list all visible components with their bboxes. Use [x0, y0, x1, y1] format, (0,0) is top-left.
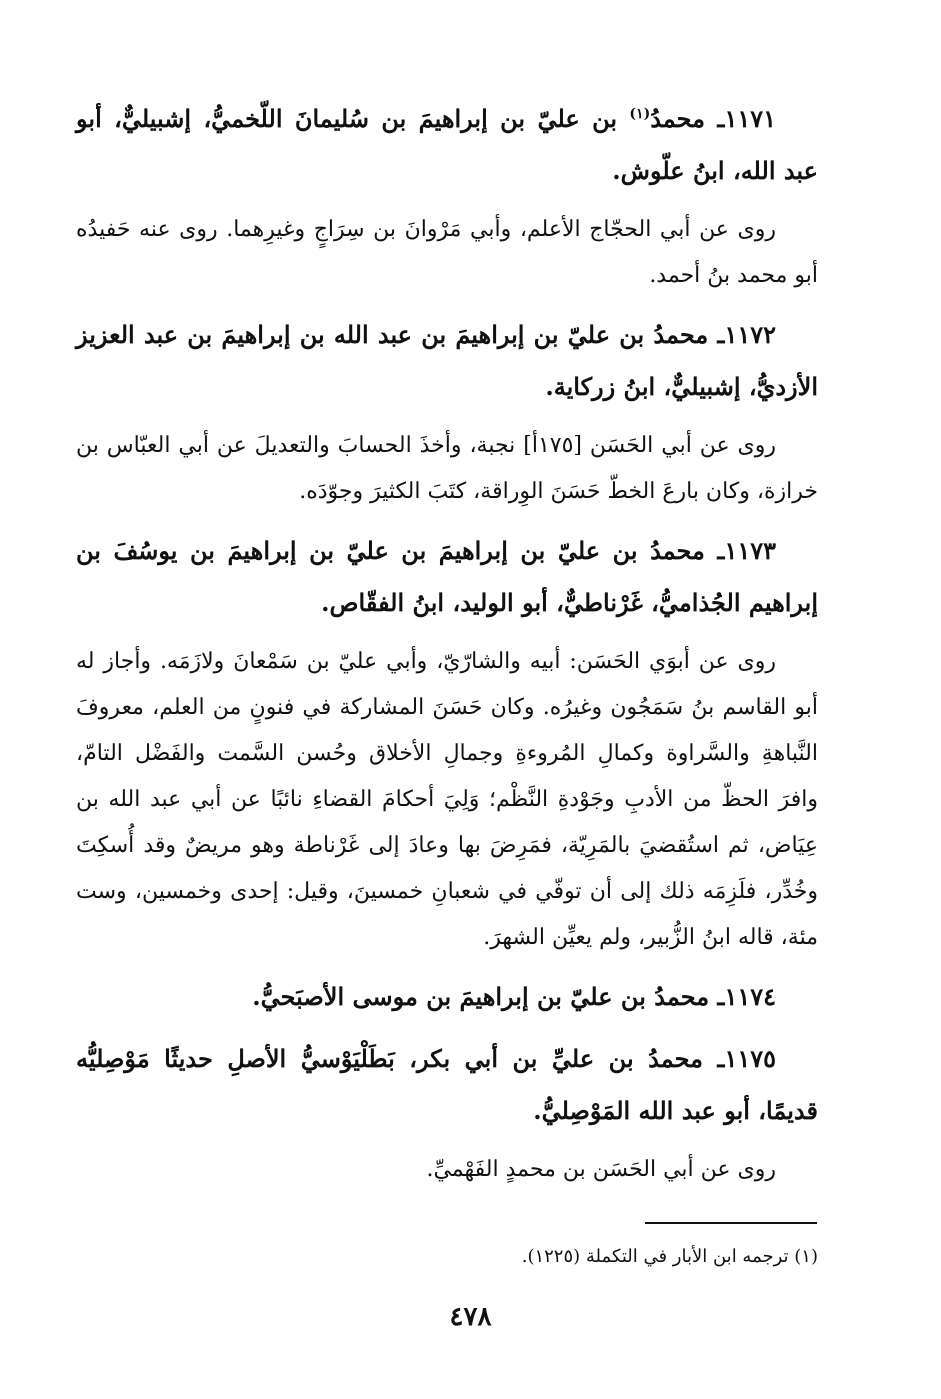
entry-body: روى عن أبي الحجّاج الأعلم، وأبي مَرْوانَ بن سِرَاجٍ وغيرِهما. روى عنه حَفيدُه أبو محمد بنُ أحمد.	[76, 217, 818, 288]
entry-heading	[76, 88, 818, 197]
entry-heading: ١١٧٤ـ محمدُ بن عليّ بن إبراهيمَ بن موسى الأصبَحيُّ.	[252, 982, 776, 1011]
footnote-divider	[645, 1222, 817, 1224]
entry-heading: ١١٧٥ـ محمدُ بن عليِّ بن أبي بكر، بَطَلْيَوْسيُّ الأصلِ حديثًا مَوْصِليُّه قديمًا، أبو عبد الله المَوْصِليُّ.	[76, 1044, 818, 1125]
entry-heading-prefix: ١١٧١ـ محمدُ	[650, 104, 776, 133]
entry-body: روى عن أبي الحَسَن بن محمدٍ الفَهْميِّ.	[426, 1157, 776, 1182]
main-text	[76, 88, 818, 1203]
entry-heading-rest: بن عليّ بن إبراهيمَ بن سُليمانَ اللّخميُّ، إشبيليٌّ، أبو عبد الله، ابنُ علّوش.	[76, 104, 818, 185]
page-number: ٤٧٨	[449, 1302, 492, 1332]
footnote: (١) ترجمه ابن الأبار في التكملة (١٢٢٥).	[521, 1246, 818, 1267]
entry-body: روى عن أبي الحَسَن [١٧٥أ] نجبة، وأخذَ الحسابَ والتعديلَ عن أبي العبّاس بن خرازة، وكان بارعَ الخطّ حَسَنَ الوِراقة، كتَبَ الكثيرَ وجوّدَه.	[76, 433, 818, 504]
entry-heading: ١١٧٣ـ محمدُ بن عليّ بن إبراهيمَ بن عليّ بن إبراهيمَ بن يوسُفَ بن إبراهيم الجُذاميُّ، غَرْناطيٌّ، أبو الوليد، ابنُ الفقّاص.	[76, 536, 818, 617]
footnote-reference: (١)	[629, 106, 651, 122]
entry-body: روى عن أبوَي الحَسَن: أبيه والشارّيّ، وأبي عليّ بن سَمْعانَ ولازَمَه. وأجاز له أبو القاسم بنُ سَمَجُون وغيرُه. وكان حَسَنَ المشاركة في فنونٍ من العلم، معروفَ النَّباهةِ والسَّراوة وكمالِ المُروءةِ وجمالِ الأخلاق وحُسن السَّمت والفَضْل التامّ، وافرَ الحظّ من الأدبِ وجَوْدةِ النَّظْم؛ وَلِيَ أحكامَ القضاءِ نائبًا عن أبي عبد الله بن عِيَاض، ثم استُقضيَ بالمَرِيّة، فمَرِضَ بها وعادَ إلى غَرْناطة وهو مريضٌ وقد أُسكِتَ وخُدِّر، فلَزِمَه ذلك إلى أن توفّي في شعبانِ خمسينَ، وقيل: إحدى وخمسين، وست مئة، قاله ابنُ الزُّبير، ولم يعيِّن الشهرَ.	[76, 649, 818, 950]
entry-heading: ١١٧٢ـ محمدُ بن عليّ بن إبراهيمَ بن عبد الله بن إبراهيمَ بن عبد العزيز الأزديُّ، إشبيليٌّ، ابنُ زركاية.	[76, 320, 818, 401]
